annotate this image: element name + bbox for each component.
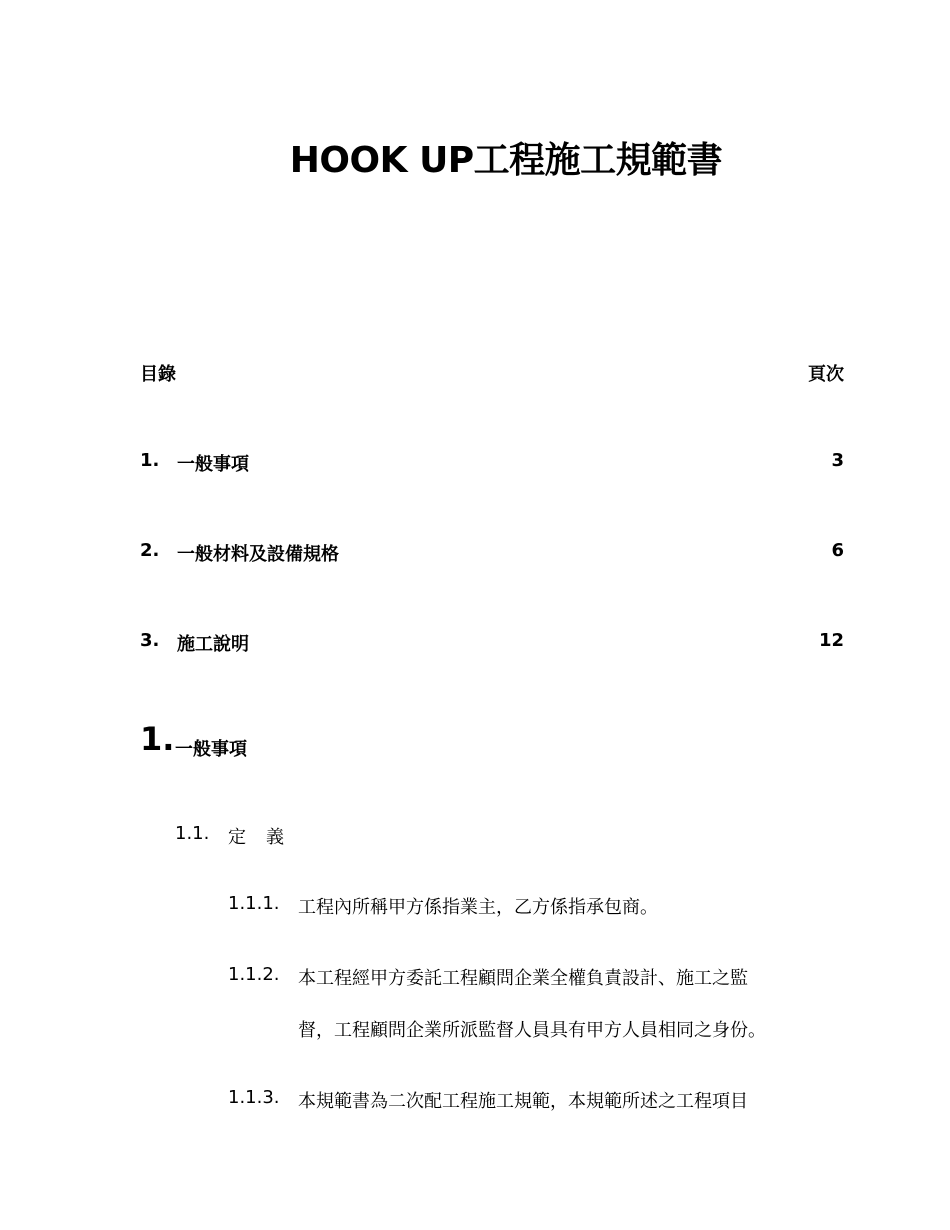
toc-entry-page: 12 <box>818 630 844 651</box>
toc-entry-number: 2. <box>140 540 160 561</box>
toc-entry-page: 3 <box>831 450 844 471</box>
toc-header: 目錄 <box>140 364 176 385</box>
toc-entry-label: 一般事項 <box>177 454 249 475</box>
section-number: 1. <box>140 720 175 758</box>
item-number: 1.1.1. <box>228 893 280 914</box>
subsection-title: 定義 <box>228 827 304 848</box>
toc-entry-number: 1. <box>140 450 160 471</box>
item-text-continued: 督，工程顧問企業所派監督人員具有甲方人員相同之身份。 <box>298 1020 766 1041</box>
toc-entry-label: 施工說明 <box>177 634 249 655</box>
toc-page-header: 頁次 <box>808 364 844 385</box>
subsection-number: 1.1. <box>175 823 210 844</box>
item-number: 1.1.2. <box>228 964 280 985</box>
item-text: 本規範書為二次配工程施工規範，本規範所述之工程項目 <box>298 1091 748 1112</box>
document-title: HOOK UP工程施工規範書 <box>289 140 723 181</box>
item-text: 工程內所稱甲方係指業主，乙方係指承包商。 <box>298 897 658 918</box>
toc-entry-label: 一般材料及設備規格 <box>177 544 339 565</box>
toc-entry-number: 3. <box>140 630 160 651</box>
item-text: 本工程經甲方委託工程顧問企業全權負責設計、施工之監 <box>298 968 748 989</box>
item-number: 1.1.3. <box>228 1087 280 1108</box>
section-title: 一般事項 <box>175 739 247 760</box>
toc-entry-page: 6 <box>831 540 844 561</box>
